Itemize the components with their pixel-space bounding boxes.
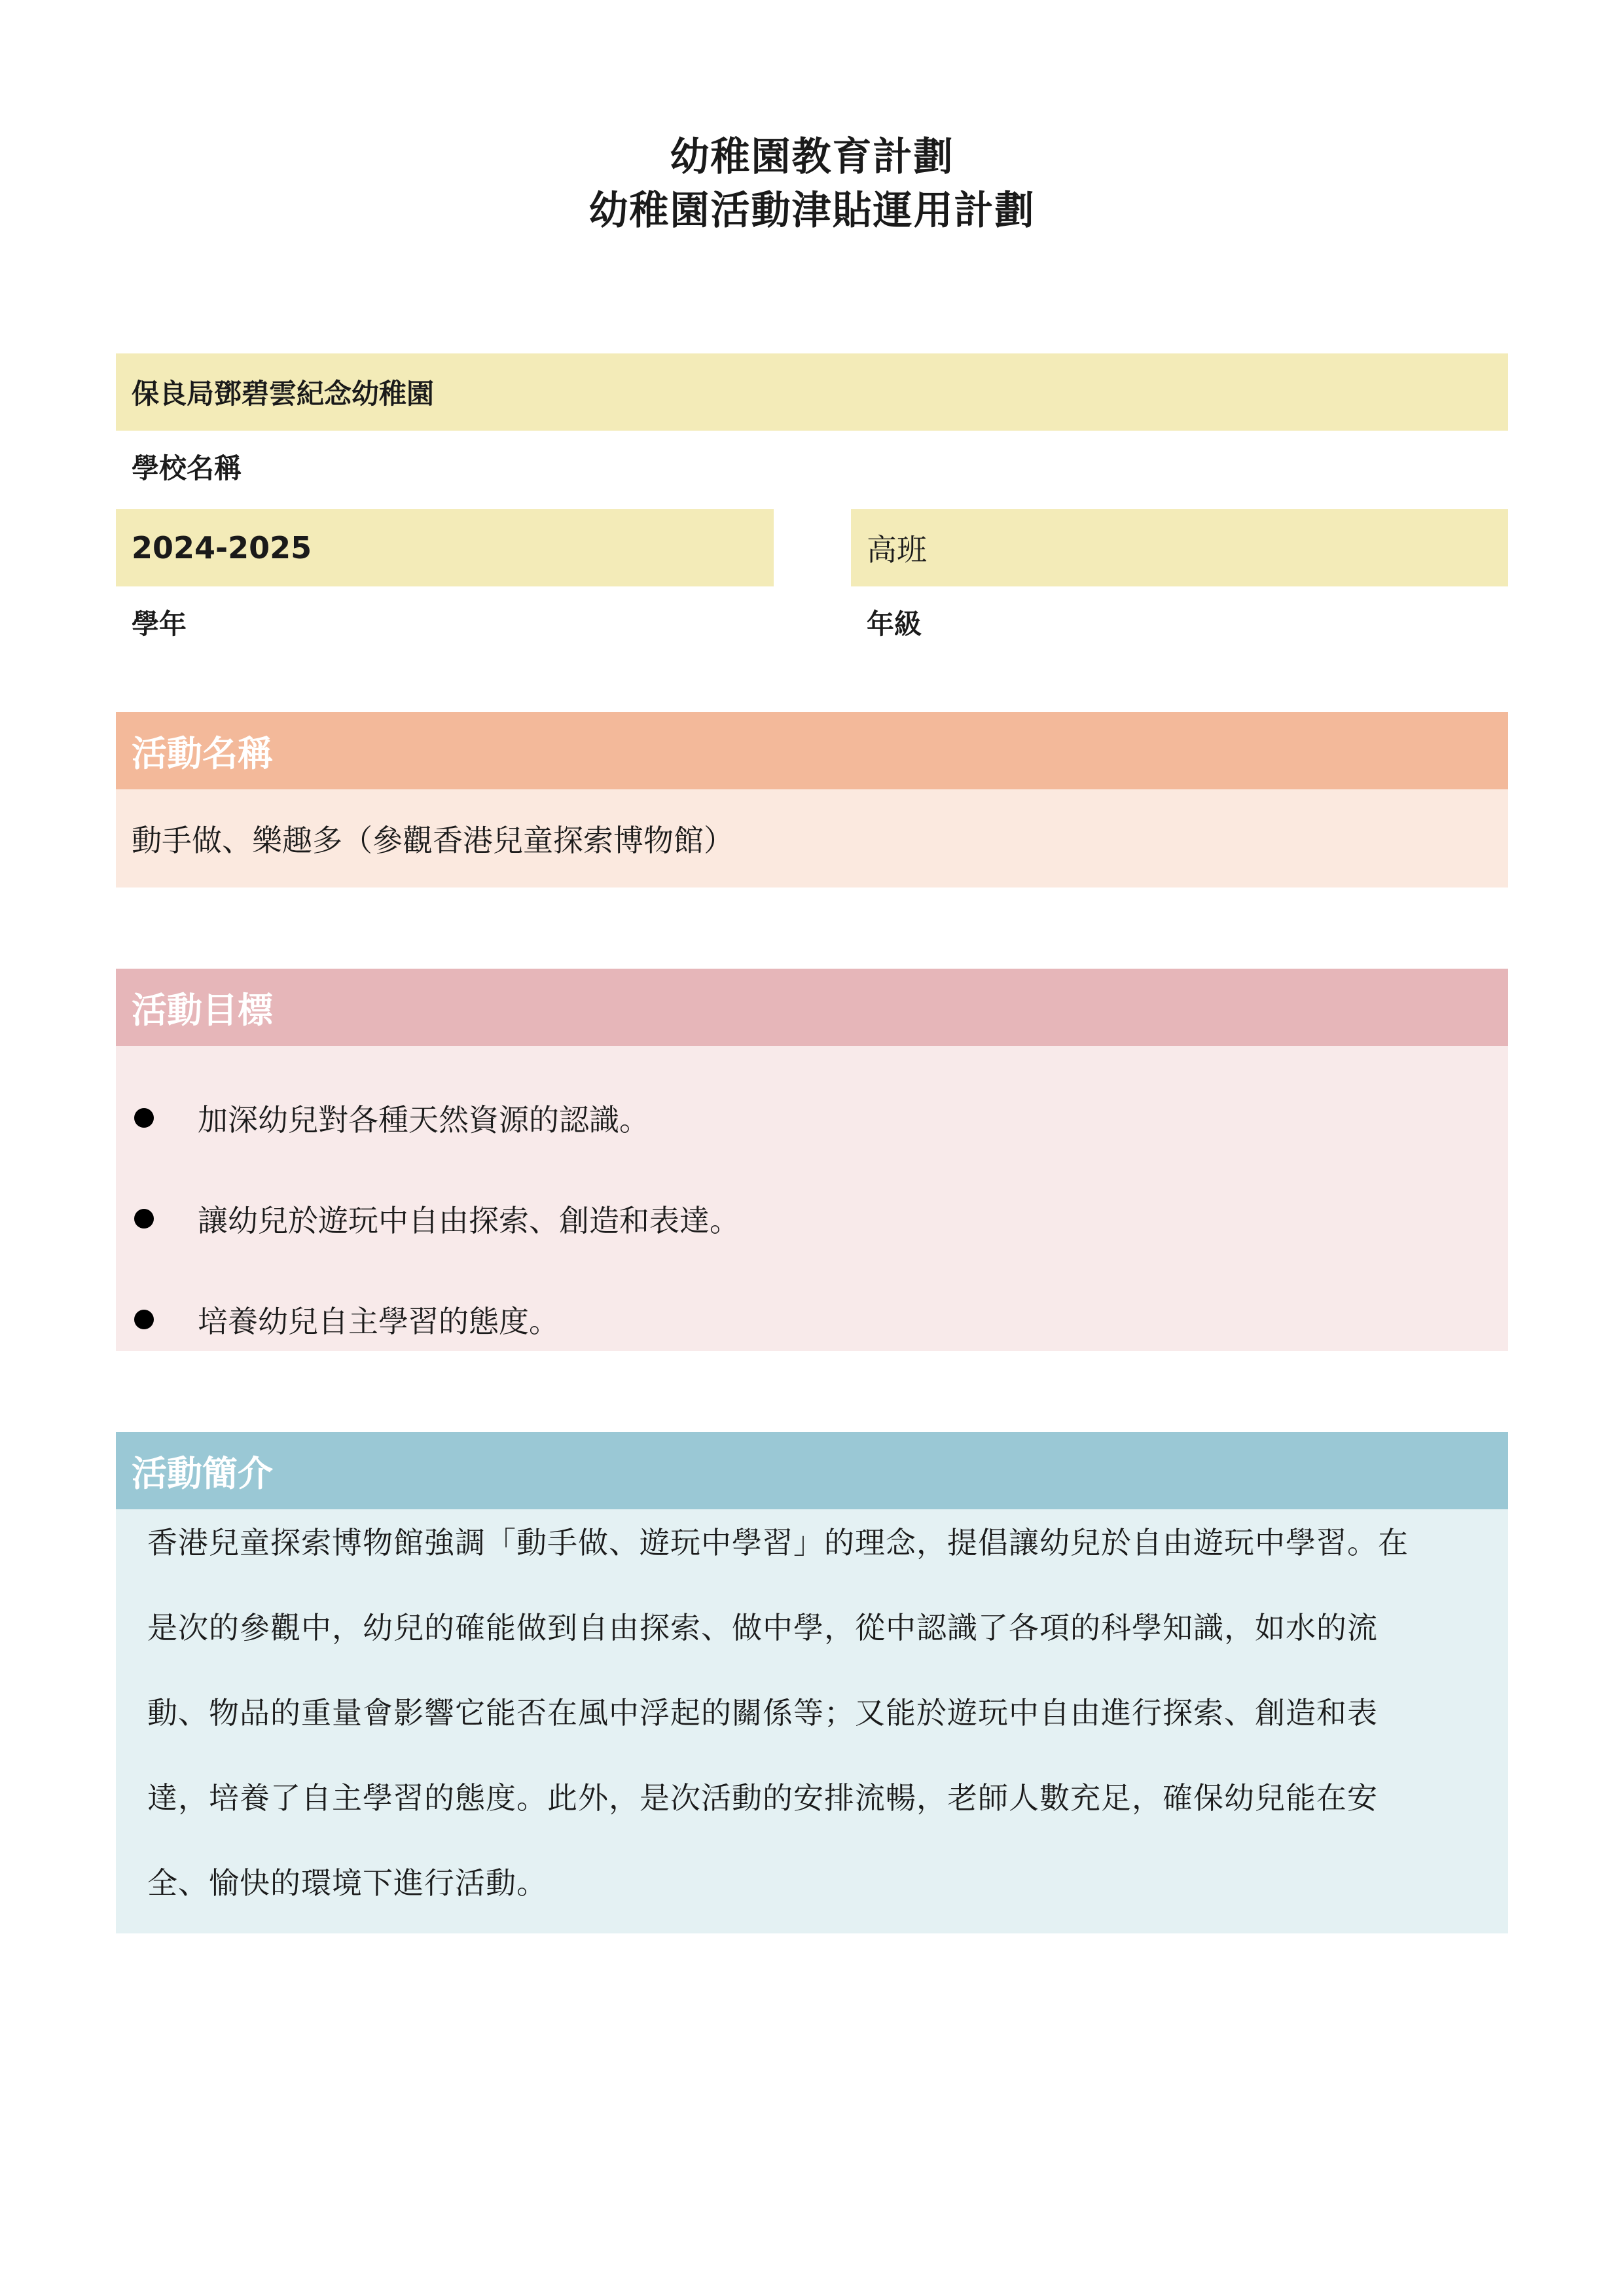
introduction-line: 是次的參觀中，幼兒的確能做到自由探索、做中學，從中認識了各項的科學知識，如水的流 [147, 1610, 1378, 1645]
activity-name-heading: 活動名稱 [116, 712, 1508, 789]
objective-text: 加深幼兒對各種天然資源的認識。 [198, 1102, 649, 1138]
objectives-heading: 活動目標 [116, 969, 1508, 1046]
activity-name-value: 動手做、樂趣多（參觀香港兒童探索博物館） [116, 789, 1508, 888]
grade-label: 年級 [867, 608, 922, 640]
grade-field: 高班 [851, 509, 1508, 586]
introduction-heading: 活動簡介 [116, 1432, 1508, 1509]
objective-item [116, 1193, 1508, 1245]
introduction-line: 香港兒童探索博物館強調「動手做、遊玩中學習」的理念，提倡讓幼兒於自由遊玩中學習。在 [147, 1525, 1409, 1560]
objective-item [116, 1092, 1508, 1144]
bullet-icon [134, 1108, 154, 1128]
objective-text: 讓幼兒於遊玩中自由探索、創造和表達。 [198, 1203, 740, 1238]
school-name-field: 保良局鄧碧雲紀念幼稚園 [116, 353, 1508, 431]
introduction-line: 達，培養了自主學習的態度。此外，是次活動的安排流暢，老師人數充足，確保幼兒能在安 [147, 1780, 1378, 1816]
school-name-label: 學校名稱 [132, 452, 242, 484]
page-title-line-1: 幼稚園教育計劃 [670, 134, 954, 180]
introduction-line: 全、愉快的環境下進行活動。 [147, 1865, 547, 1901]
objective-item [116, 1293, 1508, 1346]
page-title-line-2: 幼稚園活動津貼運用計劃 [588, 188, 1036, 234]
objectives-list [116, 1046, 1508, 1351]
introduction-body [116, 1509, 1508, 1933]
introduction-line: 動、物品的重量會影響它能否在風中浮起的關係等；又能於遊玩中自由進行探索、創造和表 [147, 1695, 1378, 1731]
bullet-icon [134, 1310, 154, 1329]
school-year-label: 學年 [132, 608, 187, 640]
objective-text: 培養幼兒自主學習的態度。 [198, 1304, 559, 1339]
bullet-icon [134, 1209, 154, 1229]
school-year-field: 2024-2025 [116, 509, 774, 586]
